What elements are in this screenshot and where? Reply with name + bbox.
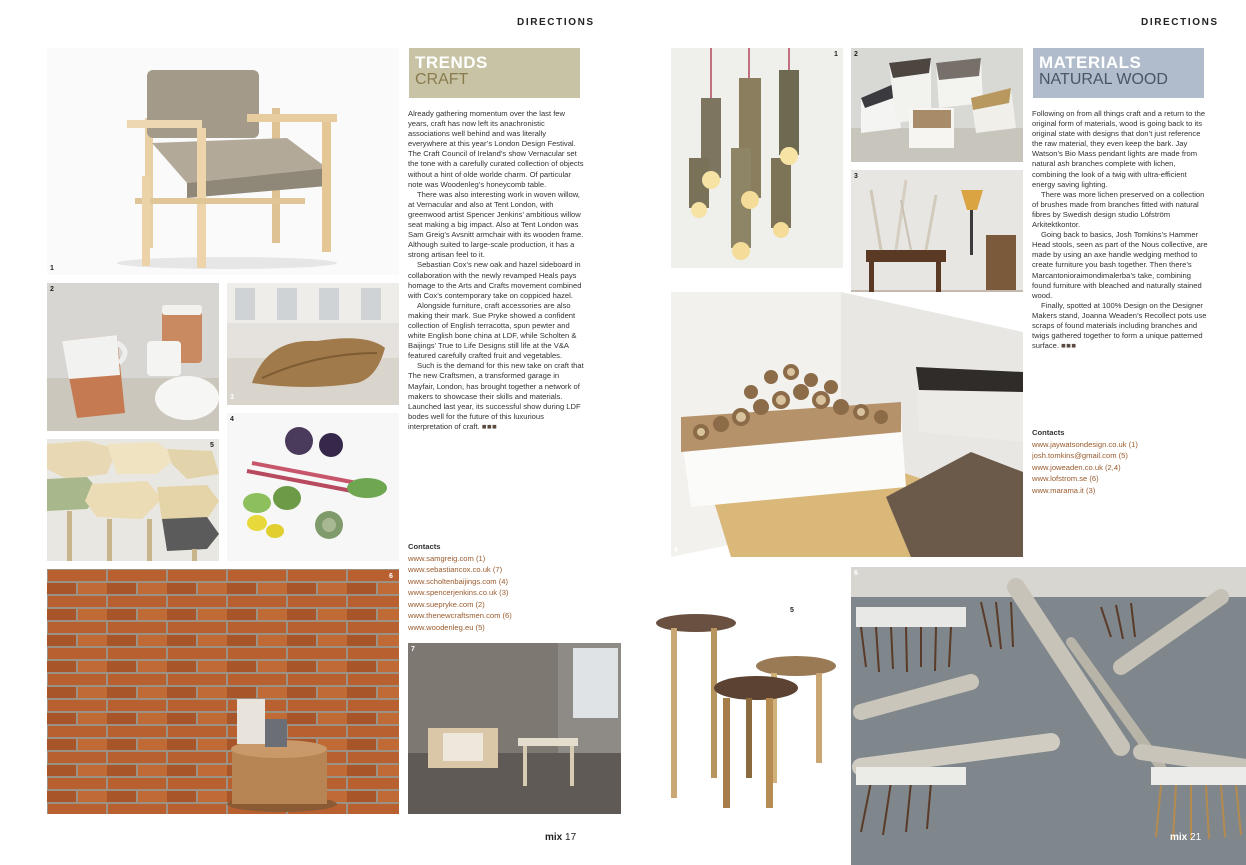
page-number: 17 (565, 832, 577, 843)
magazine-name: mix (1170, 832, 1188, 843)
contact-link[interactable]: www.thenewcraftsmen.com (6) (408, 611, 512, 620)
section-label: DIRECTIONS (517, 17, 595, 28)
image-number: 6 (854, 570, 858, 577)
contact-link[interactable]: www.scholtenbaijings.com (4) (408, 576, 509, 586)
sideboard-photo (408, 643, 621, 814)
image-number: 1 (50, 265, 54, 272)
contact-link[interactable]: josh.tomkins@gmail.com (5) (1032, 451, 1128, 460)
end-mark: ■■■ (481, 421, 498, 431)
ceramics-photo (47, 283, 219, 431)
paragraph: Following on from all things craft and a return to the original form of materials, wood is going back to its original state with designs that don’t just reference the raw material, they even keep the bark. Jay Watson’s Bio Mass pendant lights are made from natural ash branches complete with lichen, combining the look of a twig with ultra-efficient energy saving lighting. (1032, 109, 1206, 189)
image-number: 6 (389, 573, 393, 580)
contact-link[interactable]: www.marama.it (3) (1032, 485, 1096, 495)
pendant-lights-photo (671, 48, 843, 268)
contacts-heading: Contacts (408, 542, 441, 551)
article-body (1032, 109, 1209, 351)
paragraph: Going back to basics, Josh Tomkins’s Hammer Head stools, seen as part of the Nous collective, are made by using an axe handle wedging method to create furniture you bash together. Then there’s Marcantonioraimondimalerba’s take, combining found furniture with bleached and naturally stained wood. (1032, 230, 1208, 300)
section-title-box (1033, 48, 1204, 98)
contact-link[interactable]: www.woodenleg.eu (5) (408, 622, 485, 632)
recollect-pots-photo (851, 48, 1023, 162)
contact-link[interactable]: www.samgreig.com (1) (408, 553, 486, 563)
page-folio (1170, 832, 1201, 843)
paragraph: Such is the demand for this new take on craft that The new Craftsmen, a transformed garage in Mayfair, London, has brought together a network of makers to showcase their skills and materials. Launched last year, its successful show during LDF bodes well for the future of this luxurious interpretation of craft. (408, 361, 584, 431)
contact-link[interactable]: www.spencerjenkins.co.uk (3) (408, 588, 509, 597)
section-subtitle: CRAFT (415, 71, 469, 88)
brick-wall-photo (47, 569, 399, 814)
stools-photo (651, 603, 843, 815)
paragraph: There was also interesting work in woven willow, at Vernacular and also at Tent London, with greenwood artist Spencer Jenkins’ ambitious willow seat making a big impact. Also at Tent London was Sam Greig’s Avsnitt armchair with its wooden frame. Although suited to large-scale production, it has a strong artisan feel to it. (408, 189, 584, 260)
contact-link[interactable]: www.suepryke.com (2) (408, 599, 485, 609)
section-label: DIRECTIONS (1141, 17, 1219, 28)
log-installation-photo (671, 292, 1023, 557)
contacts-list (1032, 427, 1209, 496)
page-folio (545, 832, 576, 843)
branch-brushes-photo (851, 567, 1246, 865)
section-subtitle: NATURAL WOOD (1039, 71, 1168, 88)
armchair-photo (47, 48, 399, 275)
end-mark: ■■■ (1061, 341, 1077, 351)
contact-link[interactable]: www.joweaden.co.uk (2,4) (1032, 462, 1121, 472)
paragraph: Already gathering momentum over the last few years, craft has now left its anachronistic associations well behind and was literally everywhere at this year’s London Design Festival. The Craft Council of Ireland’s show Vernacular set the tone with a carefully curated collection of objects without a hint of olde worlde charm. Of particular note was Woodenleg’s honeycomb table. (408, 109, 584, 189)
paragraph: Alongside furniture, craft accessories are also making their mark. Sue Pryke showed a confident collection of English terracotta, spun pewter and white English bone china at LDF, while Scholten & Baijings’ True to Life Designs still life at the V&A featured carefully crafted fruit and vegetables. (408, 300, 577, 361)
contacts-heading: Contacts (1032, 428, 1065, 437)
image-number: 5 (210, 442, 214, 449)
section-title-box (409, 48, 580, 98)
image-number: 2 (50, 286, 54, 293)
contact-link[interactable]: www.jaywatsondesign.co.uk (1) (1032, 439, 1138, 449)
section-title: MATERIALS (1039, 53, 1142, 72)
contact-link[interactable]: www.sebastiancox.co.uk (7) (408, 565, 503, 574)
willow-seat-photo (227, 283, 399, 405)
article-body (408, 109, 584, 432)
contacts-list (408, 541, 584, 633)
paragraph: Sebastian Cox’s new oak and hazel sideboard in collaboration with the newly revamped Heals pays homage to the Arts and Crafts movement combined with Cox’s contemporary take on coppiced hazel. (408, 260, 582, 300)
honeycomb-table-photo (47, 439, 219, 561)
image-number: 5 (790, 607, 794, 614)
image-number: 4 (230, 416, 234, 423)
image-number: 2 (854, 51, 858, 58)
image-number: 3 (230, 394, 234, 401)
image-number: 3 (854, 173, 858, 180)
paragraph: There was more lichen preserved on a collection of brushes made from branches fitted with natural fibres by Swedish design studio Löfström Arkitektkontor. (1032, 189, 1205, 230)
vegetables-photo (227, 413, 399, 561)
image-number: 7 (411, 646, 415, 653)
image-number: 1 (834, 51, 838, 58)
page-number: 21 (1190, 832, 1202, 843)
paragraph: Finally, spotted at 100% Design on the Designer Makers stand, Joanna Weaden’s Recollect pots use scraps of found materials including branches and twigs gathered together to form a unique patterned surface. (1032, 300, 1207, 351)
contact-link[interactable]: www.lofstrom.se (6) (1032, 474, 1099, 483)
magazine-name: mix (545, 832, 563, 843)
section-title: TRENDS (415, 53, 488, 72)
image-number: 4 (674, 547, 678, 554)
